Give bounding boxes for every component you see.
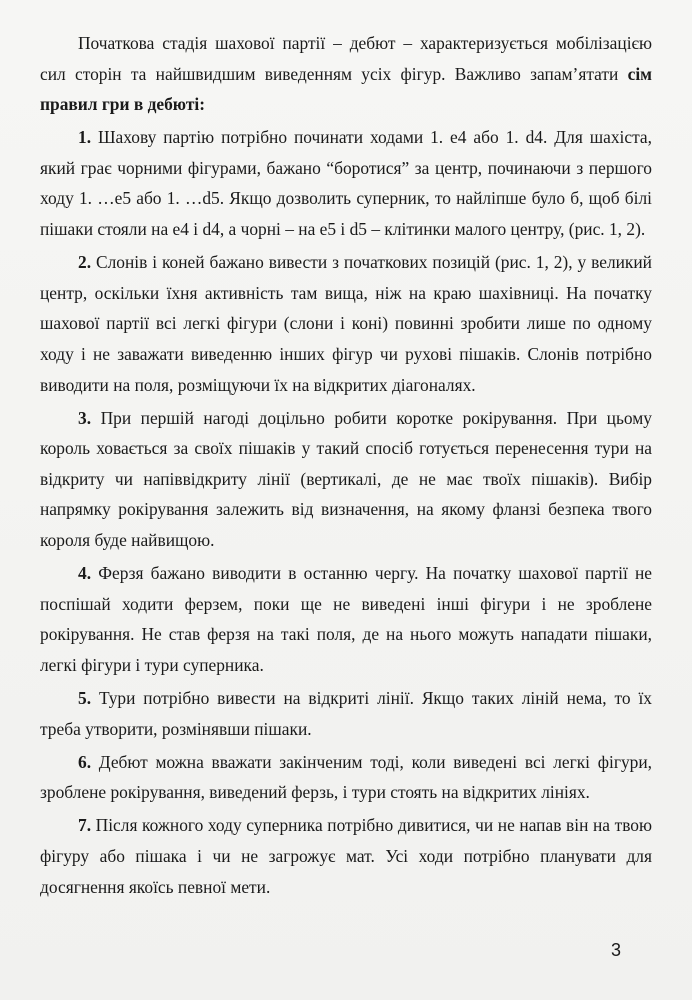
rule-3: [40, 403, 652, 556]
rule-text: Тури потрібно вивести на відкриті лінії. Якщо таких ліній нема, то їх треба утворити, розмінявши пішаки.: [40, 687, 652, 739]
intro-paragraph: [40, 28, 652, 120]
rule-number: 2.: [78, 252, 92, 273]
intro-text: Початкова стадія шахової партії – дебют – характеризується мобілізацією сил сторін та найшвидшим виведенням усіх фігур. Важливо запам’ятати: [40, 33, 652, 84]
rule-7: [40, 810, 652, 902]
rule-text: Дебют можна вважати закінченим тоді, коли виведені всі легкі фігури, зроблене рокірування, виведений ферзь, і тури стоять на відкритих лініях.: [40, 751, 652, 803]
page-number: 3: [611, 940, 622, 960]
rule-text: Ферзя бажано виводити в останню чергу. На початку шахової партії не поспішай ходити ферзем, поки ще не виведені інші фігури і не зроблене рокірування. Не став ферзя на такі поля, де на нього можуть нападати пішаки, легкі фігури і тури суперника.: [40, 563, 652, 675]
rule-4: [40, 558, 652, 680]
intro-emphasis: сім правил гри в дебюті:: [40, 63, 652, 115]
rule-1: [40, 122, 652, 244]
body-text: [40, 28, 652, 905]
rule-text: Шахову партію потрібно починати ходами 1. e4 або 1. d4. Для шахіста, який грає чорними фігурами, бажано “боротися” за центр, починаючи з першого ходу 1. …e5 або 1. …d5. Якщо дозволить суперник, то найліпше було б, щоб білі пішаки стояли на e4 і d4, а чорні – на e5 і d5 – клітинки малого центру, (рис. 1, 2).: [40, 127, 652, 240]
rule-2: [40, 247, 652, 400]
rule-number: 7.: [78, 815, 92, 836]
rule-text: При першій нагоді доцільно робити коротке рокірування. При цьому король ховається за своїх пішаків у такий спосіб готується перенесення тури на відкриту чи напіввідкриту лінії (вертикалі, де не має твоїх пішаків). Вибір напрямку рокірування залежить від визначення, на якому фланзі безпека твого короля буде найвищою.: [40, 407, 652, 550]
rule-number: 5.: [78, 687, 92, 708]
rule-text: Слонів і коней бажано вивести з початкових позицій (рис. 1, 2), у великий центр, оскільки їхня активність там вища, ніж на краю шахівниці. На початку шахової партії всі легкі фігури (слони і коні) повинні зробити лише по одному ходу і не заважати виведенню інших фігур чи рухові пішаків. Слонів потрібно виводити на поля, розміщуючи їх на відкритих діагоналях.: [40, 252, 652, 395]
rule-number: 4.: [78, 563, 92, 584]
rule-text: Після кожного ходу суперника потрібно дивитися, чи не напав він на твою фігуру або пішака і чи не загрожує мат. Усі ходи потрібно планувати для досягнення якоїсь певної мети.: [40, 815, 652, 897]
rule-6: [40, 747, 652, 808]
rule-5: [40, 683, 652, 744]
rule-number: 3.: [78, 407, 92, 428]
rule-number: 6.: [78, 751, 92, 772]
rule-number: 1.: [78, 127, 92, 148]
